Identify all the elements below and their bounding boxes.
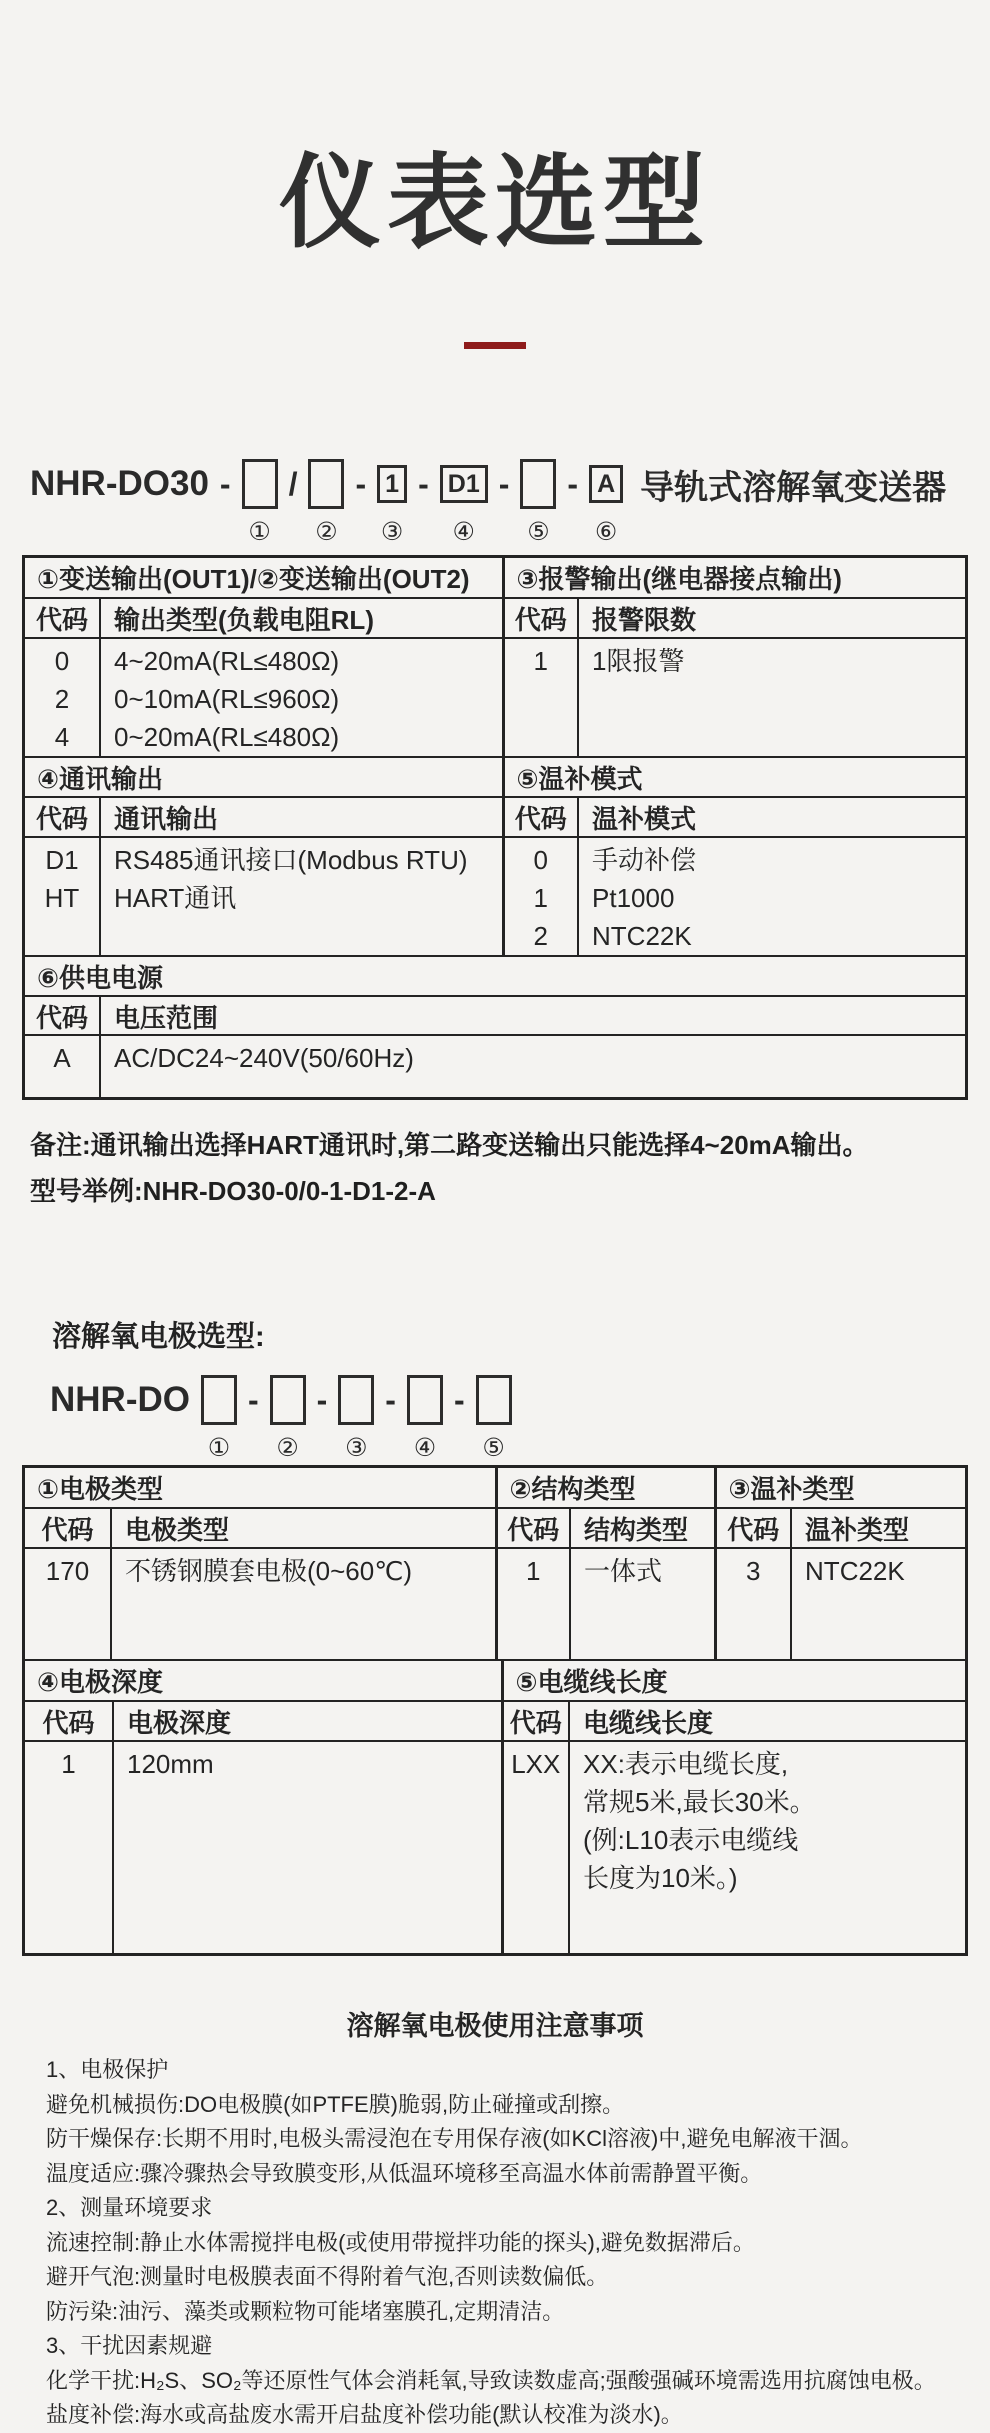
desc-column	[100, 638, 503, 757]
code-column	[503, 837, 578, 956]
model-separator: -	[247, 1381, 259, 1418]
code-value: 3	[746, 1556, 761, 1587]
code-value: 0	[54, 646, 70, 677]
desc-column	[791, 1548, 965, 1660]
position-number: ⑤	[527, 518, 550, 547]
code-column	[25, 1741, 113, 1953]
code-value: LXX	[511, 1749, 561, 1780]
model-segment	[201, 1375, 237, 1463]
model-code-box	[476, 1375, 512, 1425]
model-segment	[407, 1375, 443, 1463]
desc-label-cell: 温补类型	[791, 1508, 965, 1548]
code-label-cell: 代码	[25, 797, 100, 837]
model-separator: -	[355, 465, 367, 502]
model-segment	[476, 1375, 512, 1463]
code-label-cell: 代码	[503, 797, 578, 837]
position-number: ⑤	[482, 1434, 505, 1463]
position-number: ①	[207, 1434, 231, 1463]
model-separator: /	[288, 465, 298, 502]
section-header-cell: ①电极类型	[25, 1468, 496, 1508]
precaution-line: 2、测量环境要求	[46, 2195, 213, 2221]
section-header-cell: ②结构类型	[496, 1468, 715, 1508]
desc-value: Pt1000	[592, 883, 675, 914]
desc-column	[100, 837, 503, 956]
desc-value: 4~20mA(RL≤480Ω)	[114, 646, 340, 677]
precaution-line: 盐度补偿:海水或高盐废水需开启盐度补偿功能(默认校准为淡水)。	[46, 2402, 683, 2428]
desc-label-cell: 输出类型(负载电阻RL)	[100, 598, 503, 638]
precaution-line: 化学干扰:H₂S、SO₂等还原性气体会消耗氧,导致读数虚高;强酸强碱环境需选用抗腐蚀电极。	[46, 2367, 936, 2393]
position-number: ③	[380, 518, 404, 547]
electrode-model-line	[50, 1375, 990, 1463]
precaution-line: 1、电极保护	[46, 2057, 169, 2083]
desc-column	[578, 837, 965, 956]
section-header-cell: ⑤电缆线长度	[502, 1661, 965, 1701]
model-separator: -	[385, 1381, 396, 1418]
desc-value: 长度为10米。)	[583, 1863, 738, 1894]
model-separator: -	[316, 1381, 328, 1418]
desc-value: NTC22K	[805, 1556, 905, 1587]
desc-value: 120mm	[127, 1749, 214, 1780]
code-value: 1	[526, 1556, 541, 1587]
desc-value: 不锈钢膜套电极(0~60℃)	[125, 1556, 413, 1587]
section-header-cell: ⑤温补模式	[503, 757, 965, 797]
desc-column	[578, 638, 965, 757]
desc-value: 手动补偿	[592, 845, 697, 876]
position-number: ②	[276, 1434, 299, 1463]
position-number: ⑥	[594, 518, 618, 547]
desc-label-cell: 电极深度	[113, 1701, 502, 1741]
code-label-cell: 代码	[25, 1508, 111, 1548]
section-header-cell: ⑥供电电源	[25, 956, 965, 996]
electrode-selection-heading: 溶解氧电极选型:	[52, 1321, 265, 1354]
desc-value: 一体式	[584, 1556, 663, 1587]
code-value: 2	[533, 921, 548, 952]
code-column	[715, 1548, 791, 1660]
desc-value: HART通讯	[114, 883, 237, 914]
code-label-cell: 代码	[25, 598, 100, 638]
model-segment	[338, 1375, 374, 1463]
model-segment	[242, 459, 278, 547]
electrode-selection-table	[22, 1465, 968, 1956]
precaution-line: 防污染:油污、藻类或颗粒物可能堵塞膜孔,定期清洁。	[46, 2298, 565, 2324]
position-number: ④	[413, 1434, 437, 1463]
model-code-box	[407, 1375, 443, 1425]
desc-column	[100, 1035, 965, 1097]
desc-label-cell: 电压范围	[100, 996, 965, 1035]
position-number: ④	[452, 518, 475, 547]
position-number: ③	[345, 1434, 368, 1463]
desc-column	[569, 1741, 965, 1953]
desc-label-cell: 温补模式	[578, 797, 965, 837]
code-value: 170	[45, 1556, 90, 1587]
model-code-box	[270, 1375, 306, 1425]
model-code-box	[201, 1375, 237, 1425]
desc-label-cell: 结构类型	[570, 1508, 715, 1548]
code-column	[496, 1548, 570, 1660]
desc-value: 常规5米,最长30米。	[583, 1787, 816, 1818]
model-segment	[520, 459, 556, 547]
desc-column	[113, 1741, 502, 1953]
model-code-box: A	[589, 465, 623, 503]
code-value: A	[53, 1043, 71, 1074]
model-segment	[308, 459, 344, 547]
model-code-box	[242, 459, 278, 509]
code-column	[25, 638, 100, 757]
precaution-line: 避免机械损伤:DO电极膜(如PTFE膜)脆弱,防止碰撞或刮擦。	[46, 2091, 625, 2117]
desc-value: 0~10mA(RL≤960Ω)	[114, 684, 340, 715]
code-value: 1	[61, 1749, 76, 1780]
accent-divider	[464, 342, 526, 349]
desc-value: NTC22K	[592, 921, 692, 952]
section-header-cell: ③温补类型	[715, 1468, 965, 1508]
code-column	[25, 1548, 111, 1660]
model-separator: -	[219, 465, 231, 502]
position-number: ①	[248, 518, 271, 547]
code-column	[503, 638, 578, 757]
model-suffix: 导轨式溶解氧变送器	[640, 468, 947, 507]
code-label-cell: 代码	[25, 1701, 113, 1741]
model-segment	[377, 459, 407, 547]
code-value: 4	[54, 722, 70, 753]
code-label-cell: 代码	[496, 1508, 570, 1548]
desc-label-cell: 电缆线长度	[569, 1701, 965, 1741]
model-separator: -	[498, 465, 510, 502]
code-label-cell: 代码	[25, 996, 100, 1035]
section-header-cell: ④电极深度	[25, 1661, 502, 1701]
model-segment	[270, 1375, 306, 1463]
desc-value: 0~20mA(RL≤480Ω)	[114, 722, 340, 753]
code-label-cell: 代码	[715, 1508, 791, 1548]
remark-note: 备注:通讯输出选择HART通讯时,第二路变送输出只能选择4~20mA输出。	[30, 1130, 869, 1161]
model-example: 型号举例:NHR-DO30-0/0-1-D1-2-A	[30, 1176, 436, 1207]
desc-column	[570, 1548, 715, 1660]
desc-value: (例:L10表示电缆线	[583, 1825, 799, 1856]
code-value: 2	[54, 684, 70, 715]
code-column	[25, 1035, 100, 1097]
desc-value: XX:表示电缆长度,	[583, 1749, 789, 1780]
remark-block	[30, 1122, 990, 1214]
model-separator: -	[567, 465, 579, 502]
desc-label-cell: 通讯输出	[100, 797, 503, 837]
model-code-box: 1	[377, 465, 407, 503]
desc-value: AC/DC24~240V(50/60Hz)	[114, 1043, 414, 1074]
precaution-line: 温度适应:骤冷骤热会导致膜变形,从低温环境移至高温水体前需静置平衡。	[46, 2160, 763, 2186]
precaution-line: 3、干扰因素规避	[46, 2333, 213, 2359]
model-prefix: NHR-DO30	[30, 464, 209, 504]
transmitter-model-line	[30, 459, 990, 547]
section-header-cell: ④通讯输出	[25, 757, 503, 797]
precautions-title: 溶解氧电极使用注意事项	[346, 2011, 644, 2042]
code-value: HT	[44, 883, 80, 914]
section-header-cell: ①变送输出(OUT1)/②变送输出(OUT2)	[25, 558, 503, 598]
model-code-box	[338, 1375, 374, 1425]
desc-label-cell: 报警限数	[578, 598, 965, 638]
position-number: ②	[315, 518, 338, 547]
code-label-cell: 代码	[502, 1701, 569, 1741]
desc-column	[111, 1548, 496, 1660]
page-title: 仪表选型	[279, 146, 711, 260]
code-label-cell: 代码	[503, 598, 578, 638]
model-separator: -	[418, 465, 429, 502]
precaution-line: 避开气泡:测量时电极膜表面不得附着气泡,否则读数偏低。	[46, 2264, 609, 2290]
code-value: 1	[533, 883, 548, 914]
model-prefix: NHR-DO	[50, 1380, 190, 1420]
model-code-box	[520, 459, 556, 509]
desc-value: RS485通讯接口(Modbus RTU)	[114, 845, 468, 876]
model-separator: -	[453, 1381, 465, 1418]
model-code-box: D1	[440, 465, 488, 503]
desc-value: 1限报警	[592, 646, 685, 677]
precaution-line: 防干燥保存:长期不用时,电极头需浸泡在专用保存液(如KCl溶液)中,避免电解液干涸。	[46, 2126, 863, 2152]
section-header-cell: ③报警输出(继电器接点输出)	[503, 558, 965, 598]
code-column	[502, 1741, 569, 1953]
model-code-box	[308, 459, 344, 509]
desc-label-cell: 电极类型	[111, 1508, 496, 1548]
usage-precautions	[46, 2053, 960, 2433]
model-segment	[440, 459, 488, 547]
precaution-line: 流速控制:静止水体需搅拌电极(或使用带搅拌功能的探头),避免数据滞后。	[46, 2229, 755, 2255]
code-value: D1	[45, 845, 79, 876]
code-value: 0	[533, 845, 548, 876]
code-column	[25, 837, 100, 956]
model-segment	[589, 459, 623, 547]
code-value: 1	[533, 646, 548, 677]
transmitter-selection-table	[22, 555, 968, 1100]
